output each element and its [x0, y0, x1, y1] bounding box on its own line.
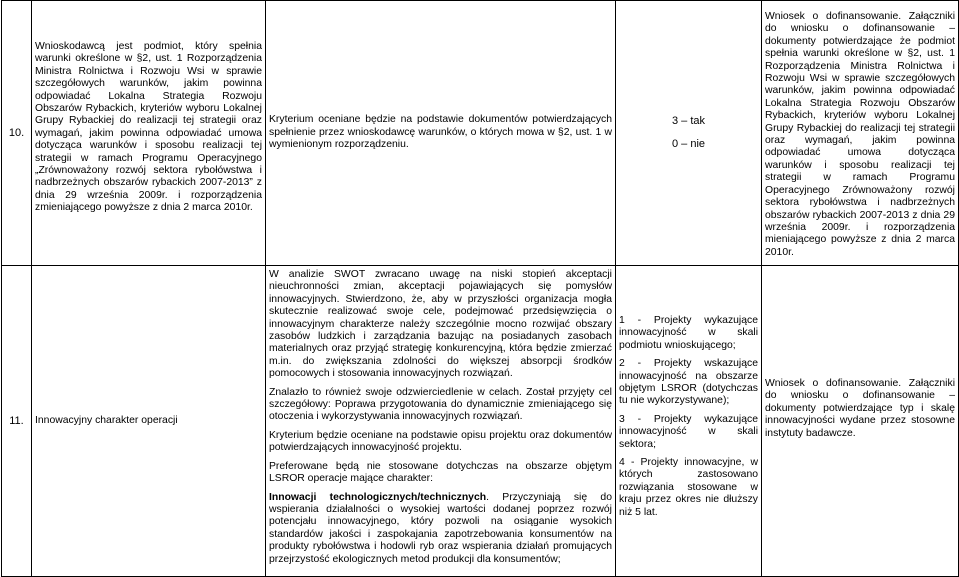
- verification-source: Wniosek o dofinansowanie. Załączniki do wniosku o dofinansowanie – dokumenty potwierdzające że podmiot spełnia warunki określone w §2, ust. 1 Rozporządzenia Ministra Rolnictwa i Rozwoju Wsi w sprawie szczegółowych warunków, jakim powinna odpowiadać Lokalna Strategia Rozwoju Obszarów Rybackich, kryteriów wyboru Lokalnej Grupy Rybackiej do realizacji tej strategii oraz wymagań, jakim powinna odpowiadać umowa dotycząca warunków i sposobu realizacji tej strategii w ramach Programu Operacyjnego Zrównoważony rozwój sektora rybołówstwa i nadbrzeżnych obszarów rybackich 2007-2013 z dnia 29 września 2009r. i rozporządzenia mieniającego powyższe z dnia 2 marca 2010r.: [762, 1, 959, 266]
- description-paragraph: Kryterium będzie oceniane na podstawie opisu projektu oraz dokumentów potwierdzających innowacyjność projektu.: [269, 429, 612, 454]
- score-options: [616, 1, 762, 266]
- description-paragraph: W analizie SWOT zwracano uwagę na niski stopień akceptacji nieuchronności zmian, akceptacji pojawiających się pomysłów innowacyjnych. Stwierdzono, że, aby w przyszłości organizacja mogła skutecznie realizować swoje cele, podejmować przedsięwzięcia o innowacyjnym charakterze należy szczególnie mocno rozwijać obszary zasobów ludzkich i zarządzania bazując na posiadanych zasobach materialnych oraz przyjąć strategię konkurencyjną, która będzie zmierzać m.in. do zwiększania zdolności do większej absorpcji środków pomocowych i stosowania innowacyjnych rozwiązań.: [269, 269, 612, 380]
- criterion-text: Wnioskodawcą jest podmiot, który spełnia warunki określone w §2, ust. 1 Rozporządzenia Ministra Rolnictwa i Rozwoju Wsi w sprawie szczegółowych warunków, jakim powinna odpowiadać Lokalna Strategia Rozwoju Obszarów Rybackich, kryteriów wyboru Lokalnej Grupy Rybackiej do realizacji tej strategii oraz wymagań, jakim powinna odpowiadać umowa dotycząca warunków i sposobu realizacji tej strategii w ramach Programu Operacyjnego „Zrównoważony rozwój sektora rybołówstwa i nadbrzeżnych obszarów rybackich 2007-2013” z dnia 29 września 2009r. i rozporządzenia zmieniającego powyższe z dnia 2 marca 2010r.: [32, 1, 266, 266]
- bold-term: Innowacji technologicznych/technicznych: [269, 491, 487, 503]
- description-paragraph: Znalazło to również swoje odzwierciedlenie w celach. Został przyjęty cel szczegółowy: Poprawa przygotowania do dynamicznie zmieniającego się otoczenia i wykorzystywania innowacyjnych rozwiązań.: [269, 386, 612, 423]
- row-number: 11.: [2, 266, 32, 577]
- score-no: 0 – nie: [671, 138, 706, 150]
- description-paragraph: [269, 492, 612, 566]
- verification-source: Wniosek o dofinansowanie. Załączniki do wniosku o dofinansowanie – dokumenty potwierdzające typ i skalę innowacyjności wydane przez stosowne instytuty badawcze.: [762, 266, 959, 577]
- table-row: [2, 266, 959, 577]
- criterion-description: [266, 266, 616, 577]
- score-item: 1 - Projekty wykazujące innowacyjność w skali podmiotu wnioskującego;: [619, 315, 758, 351]
- score-item: 4 - Projekty innowacyjne, w których zastosowano rozwiązania stosowane w kraju przez okres nie dłuższy niż 5 lat.: [619, 457, 758, 518]
- description-paragraph: Preferowane będą nie stosowane dotychczas na obszarze objętym LSROR operacje mające charakter:: [269, 460, 612, 485]
- score-yes: 3 – tak: [671, 115, 706, 127]
- table-row: [2, 1, 959, 266]
- row-number: 10.: [2, 1, 32, 266]
- criteria-table: [1, 0, 959, 577]
- score-item: 2 - Projekty wskazujące innowacyjność na obszarze objętym LSROR (dotychczas tu nie wykorzystywane);: [619, 358, 758, 407]
- criterion-description: Kryterium oceniane będzie na podstawie dokumentów potwierdzających spełnienie przez wnioskodawcę warunków, o których mowa w §2, ust. 1 w wymienionym rozporządzeniu.: [266, 1, 616, 266]
- score-options: [616, 266, 762, 577]
- score-item: 3 - Projekty wykazujące innowacyjność w skali sektora;: [619, 413, 758, 450]
- criterion-text: Innowacyjny charakter operacji: [32, 266, 266, 577]
- paragraph-text: . Przyczyniają się do wspierania działalności o wysokiej wartości dodanej poprzez rozwój potencjału innowacyjnego, który pozwoli na osiąganie wysokich standardów jakości i zaspokajania zapotrzebowania konsumentów na produkty rybołówstwa i hodowli ryb oraz wspierania działań promujących przejrzystość ekologicznych metod produkcji dla konsumentów;: [269, 491, 612, 565]
